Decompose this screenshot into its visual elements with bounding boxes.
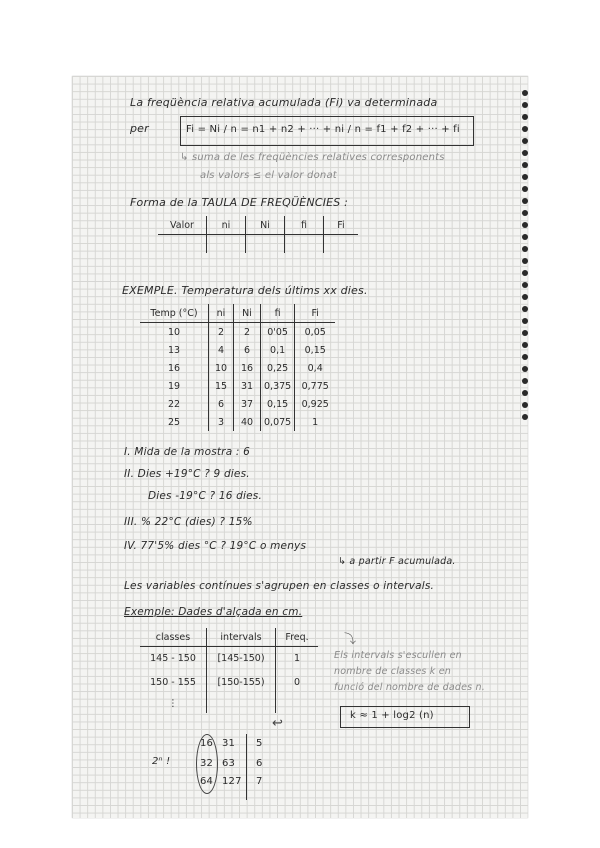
cell: 0,05 [304, 326, 326, 338]
cell: 31 [234, 377, 261, 395]
formula-text: Fi = Ni / n = n1 + n2 + ··· + ni / n = f1 + f2 + ··· + fi [186, 124, 460, 135]
continuous-example: Exemple: Dades d'alçada en cm. [124, 606, 303, 618]
forma-h-valor: Valor [158, 216, 207, 235]
cell: 10 [140, 323, 209, 342]
table-row [140, 377, 335, 395]
question-2a: II. Dies +19°C ? 9 dies. [124, 468, 250, 480]
forma-h-fi: fi [285, 216, 324, 235]
cell: 22 [140, 395, 209, 413]
highlight-circle [196, 734, 218, 794]
cell: 0,25 [261, 359, 295, 377]
table-row [140, 323, 335, 342]
k-formula: k ≈ 1 + log2 (n) [350, 710, 434, 721]
example1-title: EXEMPLE. Temperatura dels últims xx dies. [122, 284, 368, 297]
question-3: III. % 22°C (dies) ? 15% [124, 516, 253, 528]
classes-h-freq: Freq. [276, 628, 319, 647]
bottom-r2c2: 63 [222, 758, 236, 769]
cell: 0,375 [261, 377, 295, 395]
temperature-table [140, 304, 335, 431]
bottom-r2c1: 32 [200, 758, 214, 769]
temp-h-temp: Temp (°C) [140, 304, 209, 323]
cell: 0 [293, 677, 301, 688]
cell: 3 [209, 413, 234, 431]
para1-line1: La freqüència relativa acumulada (Fi) va determinada [130, 96, 438, 109]
bottom-r1c1: 16 [200, 738, 214, 749]
table-row [140, 341, 335, 359]
classes-table [140, 628, 318, 713]
continuous-side2: nombre de classes k en [334, 666, 451, 677]
table-row [140, 647, 318, 671]
table-row [140, 695, 318, 713]
temp-h-ni: ni [209, 304, 234, 323]
bottom-r3c3: 7 [256, 776, 263, 787]
cell: 0,1 [261, 341, 295, 359]
back-arrow-icon: ↩ [272, 716, 283, 731]
bottom-r2c3: 6 [256, 758, 263, 769]
classes-h-classes: classes [140, 628, 207, 647]
cell: 0'05 [261, 323, 295, 342]
cell: 145 - 150 [140, 647, 207, 671]
cell: 1 [312, 416, 319, 428]
bottom-divider [246, 734, 247, 800]
table-row [140, 671, 318, 695]
cell: [145-150) [207, 647, 276, 671]
table-row [140, 359, 335, 377]
curved-arrow-icon: ⤵ [344, 632, 357, 646]
table-row [140, 395, 335, 413]
cell: 4 [209, 341, 234, 359]
cell: 40 [234, 413, 261, 431]
cell [207, 695, 276, 713]
forma-h-ni: ni [207, 216, 246, 235]
classes-h-intervals: intervals [207, 628, 276, 647]
bottom-label: 2ⁿ ! [152, 756, 171, 767]
cell: 6 [234, 341, 261, 359]
bottom-r3c2: 127 [222, 776, 242, 787]
para1-line2: per [130, 122, 149, 135]
temp-h-Fi: Fi [295, 304, 336, 323]
cell: 150 - 155 [140, 671, 207, 695]
cell: 19 [140, 377, 209, 395]
spiral-binding [522, 90, 532, 420]
cell: 25 [140, 413, 209, 431]
continuous-side1: Els intervals s'escullen en [334, 650, 462, 661]
temp-h-fi: fi [261, 304, 295, 323]
cell: 0,15 [304, 344, 326, 356]
question-2b: Dies -19°C ? 16 dies. [148, 490, 262, 502]
cell: 1 [293, 653, 301, 665]
table-row [140, 413, 335, 431]
cell: ⋮ [140, 695, 207, 713]
cell: 0,075 [261, 413, 295, 431]
cell: 16 [140, 359, 209, 377]
forma-h-Fi: Fi [324, 216, 359, 235]
question-1: I. Mida de la mostra : 6 [124, 446, 251, 458]
cell: 13 [140, 341, 209, 359]
bottom-r3c1: 64 [200, 776, 214, 787]
cell: 16 [234, 359, 261, 377]
forma-title: Forma de la TAULA DE FREQÜÈNCIES : [130, 196, 349, 209]
cell: 2 [209, 323, 234, 342]
cell: 0,4 [307, 362, 323, 374]
cell: 15 [209, 377, 234, 395]
cell: 0,925 [301, 398, 329, 410]
continuous-line1: Les variables contínues s'agrupen en classes o intervals. [124, 580, 435, 592]
question-4: IV. 77'5% dies °C ? 19°C o menys [124, 540, 307, 552]
cell: 37 [234, 395, 261, 413]
forma-table [158, 216, 358, 253]
cell: 0,15 [261, 395, 295, 413]
para1-note1: ↳ suma de les freqüències relatives corresponents [180, 152, 445, 163]
cell [276, 695, 319, 713]
continuous-side3: funció del nombre de dades n. [334, 682, 485, 693]
forma-h-Ni: Ni [246, 216, 285, 235]
cell: 0,775 [301, 380, 329, 392]
question-4-note: ↳ a partir F acumulada. [338, 556, 456, 567]
cell: 2 [234, 323, 261, 342]
bottom-r1c2: 31 [222, 738, 236, 749]
bottom-r1c3: 5 [256, 738, 263, 749]
cell: [150-155) [207, 671, 276, 695]
temp-h-Ni: Ni [234, 304, 261, 323]
para1-note2: als valors ≤ el valor donat [200, 170, 337, 181]
cell: 6 [209, 395, 234, 413]
cell: 10 [209, 359, 234, 377]
